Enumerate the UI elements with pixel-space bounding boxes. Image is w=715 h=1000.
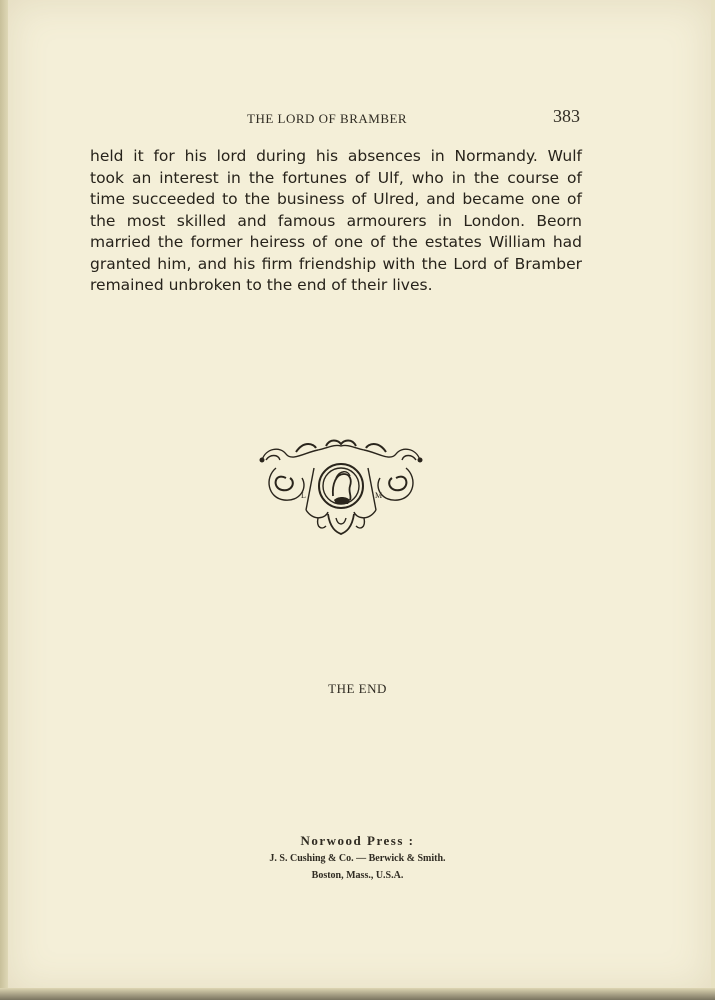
- body-line: held it for his lord during his absences in Normandy. Wulf: [90, 147, 582, 165]
- end-marker: THE END: [328, 681, 387, 696]
- printer-ornament: [256, 438, 426, 536]
- body-line: time succeeded to the business of Ulred, and became one of: [90, 190, 582, 208]
- monogram-left: L: [301, 491, 306, 500]
- body-line: the most skilled and famous armourers in London. Beorn: [90, 211, 582, 230]
- printer-location: Boston, Mass., U.S.A.: [311, 870, 404, 881]
- body-line: took an interest in the fortunes of Ulf, who in the course of: [90, 168, 582, 187]
- page-number: 383: [553, 106, 580, 126]
- monogram-right: M: [375, 491, 383, 500]
- running-head: [90, 106, 580, 130]
- running-title: THE LORD OF BRAMBER: [247, 111, 408, 126]
- press-name: Norwood Press :: [300, 833, 415, 848]
- body-line: granted him, and his firm friendship with the Lord of Bramber: [90, 254, 582, 273]
- printer-credit: J. S. Cushing & Co. — Berwick & Smith.: [269, 853, 446, 864]
- printer-imprint: [0, 832, 715, 884]
- body-line: married the former heiress of one of the estates William had: [90, 233, 582, 251]
- body-paragraph: [90, 146, 582, 297]
- page-bottom-edge: [0, 988, 715, 1000]
- body-line: remained unbroken to the end of their lives.: [90, 276, 433, 294]
